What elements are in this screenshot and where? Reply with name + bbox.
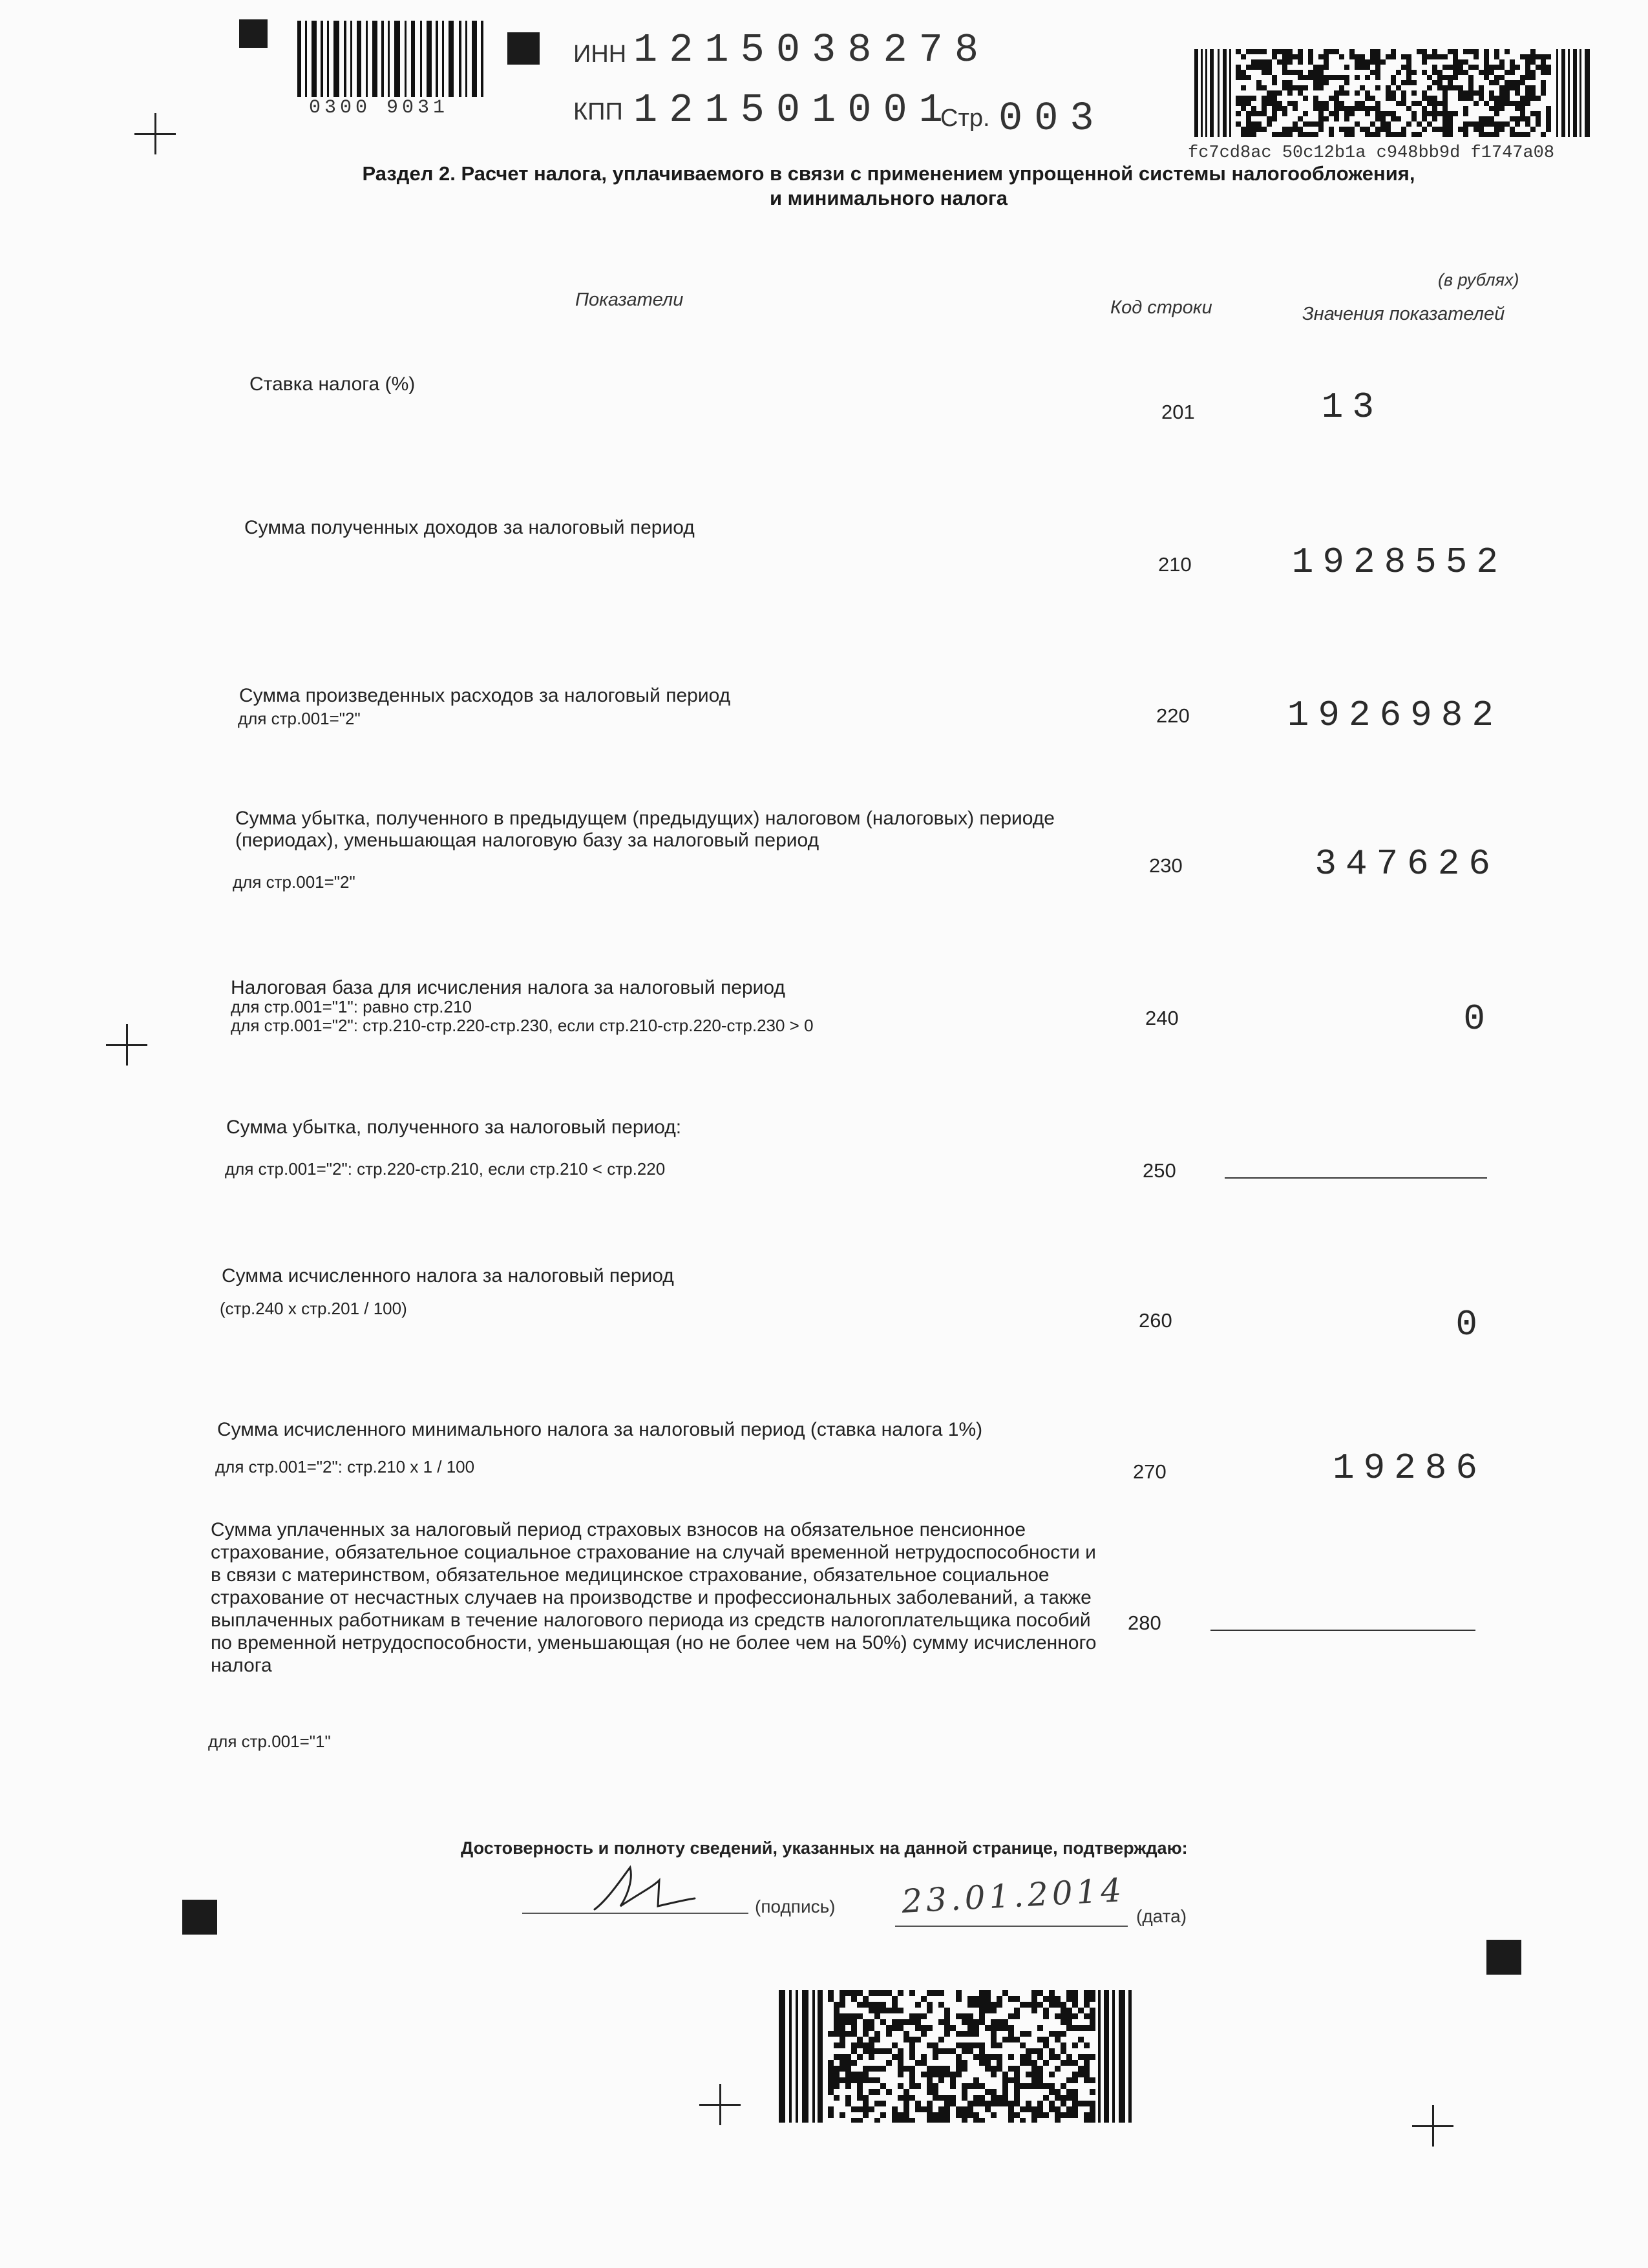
row-220-label: Сумма произведенных расходов за налоговый период xyxy=(239,685,731,706)
kpp-value: 121501001 xyxy=(633,87,955,133)
row-280-label: Сумма уплаченных за налоговый период страховых взносов на обязательное пенсионное страхование, обязательное социальное страхование на случай временной нетрудоспособности и в связи с материнством, обязательное медицинское страхование, обязательное социальное страхование от несчастных случаев на производстве и профессиональных заболеваний, а также выплаченных работникам в течение налогового периода из средств налогоплательщика пособий по временной нетрудоспособности, уменьшающая (но не более чем на 50%) сумму исчисленного налога xyxy=(211,1519,1097,1676)
registration-cross xyxy=(1412,2105,1453,2147)
row-210-code: 210 xyxy=(1158,553,1192,576)
registration-cross xyxy=(134,113,176,154)
handwritten-signature xyxy=(582,1861,698,1919)
row-201-label: Ставка налога (%) xyxy=(249,373,416,395)
row-240-value: 0 xyxy=(1463,998,1494,1040)
corner-marker xyxy=(1486,1940,1521,1975)
corner-marker xyxy=(507,32,540,65)
column-header-code: Код строки xyxy=(1110,297,1212,318)
row-230-code: 230 xyxy=(1149,854,1183,877)
section-title-line1: Раздел 2. Расчет налога, уплачиваемого в связи с применением упрощенной системы налогообложения, xyxy=(362,162,1415,185)
column-header-indicators: Показатели xyxy=(575,289,684,310)
row-210-label: Сумма полученных доходов за налоговый период xyxy=(244,517,695,538)
row-220-note: для стр.001="2" xyxy=(238,709,361,728)
row-280-code: 280 xyxy=(1128,1612,1161,1634)
row-270-note: для стр.001="2": стр.210 х 1 / 100 xyxy=(215,1457,475,1476)
units-label: (в рублях) xyxy=(1438,270,1519,289)
row-280-note: для стр.001="1" xyxy=(208,1732,331,1751)
corner-marker xyxy=(239,19,268,48)
handwritten-date: 23.01.2014 xyxy=(900,1871,1126,1921)
row-201-value: 13 xyxy=(1321,386,1383,428)
row-280-empty-dash xyxy=(1210,1630,1475,1631)
confirmation-statement: Достоверность и полноту сведений, указанных на данной странице, подтверждаю: xyxy=(461,1838,1188,1858)
section-title-line2: и минимального налога xyxy=(769,187,1008,209)
row-230-value: 347626 xyxy=(1315,843,1499,885)
row-260-note: (стр.240 х стр.201 / 100) xyxy=(220,1299,407,1318)
row-201-code: 201 xyxy=(1161,401,1195,423)
row-260-label: Сумма исчисленного налога за налоговый период xyxy=(222,1265,674,1286)
row-230-label: Сумма убытка, полученного в предыдущем (предыдущих) налоговом (налоговых) периоде (периодах), уменьшающая налоговую базу за налоговый период xyxy=(235,808,1055,851)
page-label: Стр. xyxy=(940,105,990,132)
row-250-note: для стр.001="2": стр.220-стр.210, если стр.210 < стр.220 xyxy=(225,1159,666,1179)
inn-label: ИНН xyxy=(573,41,627,68)
bottom-pdf417-barcode xyxy=(779,1990,1133,2123)
registration-cross xyxy=(106,1024,147,1066)
row-270-code: 270 xyxy=(1133,1460,1167,1483)
row-240-label: Налоговая база для исчисления налога за налоговый период xyxy=(231,977,785,998)
row-250-empty-dash xyxy=(1225,1177,1487,1179)
registration-cross xyxy=(699,2084,741,2125)
form-code: 0300 9031 xyxy=(309,97,449,119)
row-270-label: Сумма исчисленного минимального налога за налоговый период (ставка налога 1%) xyxy=(217,1419,983,1440)
signature-label: (подпись) xyxy=(755,1896,836,1916)
date-line xyxy=(895,1926,1128,1927)
row-240-code: 240 xyxy=(1145,1007,1179,1029)
row-250-code: 250 xyxy=(1143,1159,1176,1182)
row-250-label: Сумма убытка, полученного за налоговый период: xyxy=(226,1117,682,1138)
section-title xyxy=(246,162,1532,211)
inn-value: 1215038278 xyxy=(633,27,991,73)
row-240-note-1: для стр.001="1": равно стр.210 xyxy=(231,997,472,1016)
page-number: 003 xyxy=(998,96,1106,142)
date-label: (дата) xyxy=(1136,1906,1187,1926)
row-260-code: 260 xyxy=(1139,1309,1172,1332)
document-hash: fc7cd8ac 50c12b1a c948bb9d f1747a08 xyxy=(1188,143,1555,163)
corner-marker xyxy=(182,1900,217,1935)
pdf417-barcode xyxy=(1194,49,1592,137)
row-230-note: для стр.001="2" xyxy=(233,872,355,892)
row-210-value: 1928552 xyxy=(1291,541,1507,583)
form-barcode xyxy=(297,19,485,97)
row-220-value: 1926982 xyxy=(1287,695,1503,736)
column-header-values: Значения показателей xyxy=(1302,304,1505,324)
row-240-note-2: для стр.001="2": стр.210-стр.220-стр.230, если стр.210-стр.220-стр.230 > 0 xyxy=(231,1016,814,1035)
row-220-code: 220 xyxy=(1156,704,1190,727)
kpp-label: КПП xyxy=(573,98,623,125)
row-270-value: 19286 xyxy=(1332,1447,1486,1489)
row-260-value: 0 xyxy=(1455,1304,1486,1345)
